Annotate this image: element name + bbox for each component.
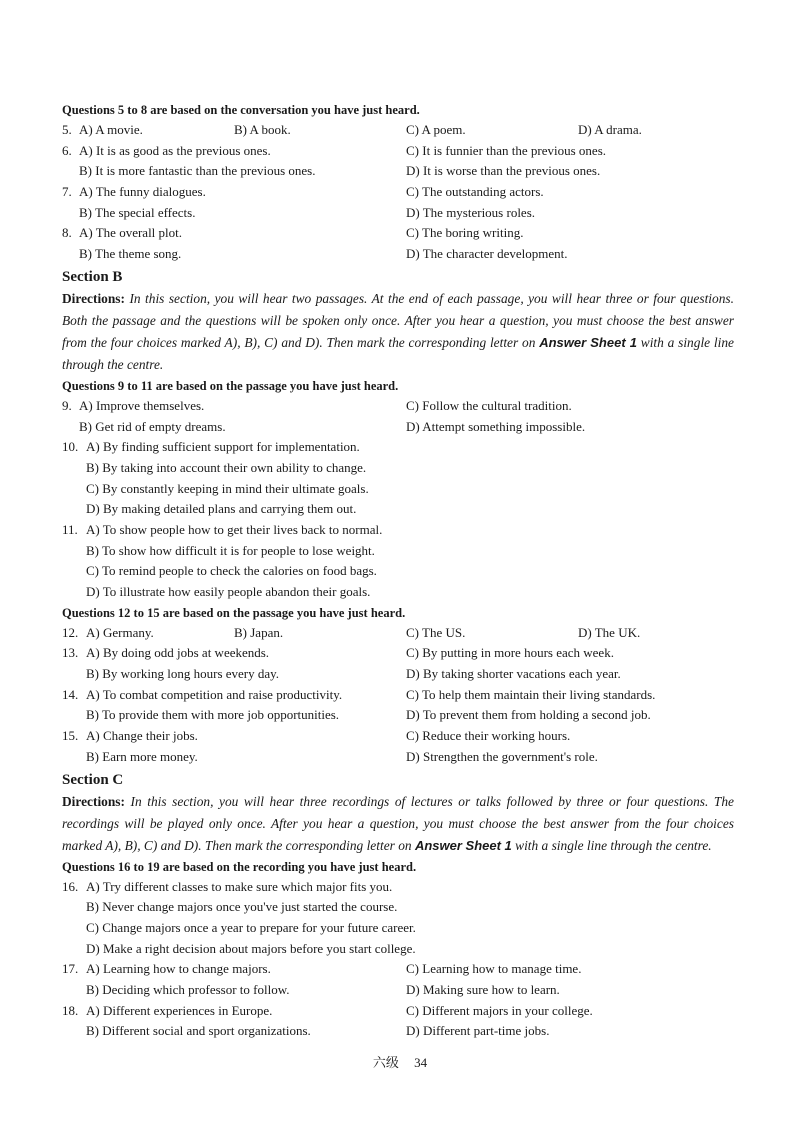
section-b-title: Section B — [62, 268, 123, 285]
question-12 — [62, 623, 734, 644]
question-group-header: Questions 9 to 11 are based on the passage you have just heard. — [62, 378, 399, 393]
option-a: A) To show people how to get their lives back to normal. — [86, 521, 383, 537]
question-10-option-d — [62, 499, 734, 520]
question-11-option-a — [62, 520, 734, 541]
question-number: 9. — [62, 397, 72, 413]
option-b: B) By taking into account their own ability to change. — [86, 459, 367, 475]
exam-page — [62, 100, 734, 1042]
section-b-directions — [62, 288, 734, 376]
option-c: C) The boring writing. — [406, 225, 524, 241]
question-11-option-d — [62, 582, 734, 603]
option-b: B) Get rid of empty dreams. — [79, 418, 226, 434]
option-d: D) Make a right decision about majors before you start college. — [86, 940, 416, 956]
page-number: 34 — [414, 1055, 428, 1070]
option-b: B) To provide them with more job opportunities. — [86, 707, 340, 723]
exam-level: 六级 — [372, 1055, 399, 1070]
question-number: 16. — [62, 878, 79, 894]
answer-sheet-label: Answer Sheet 1 — [539, 334, 637, 350]
question-11-option-b — [62, 541, 734, 562]
option-b: B) A book. — [234, 122, 291, 137]
option-d: D) By making detailed plans and carrying them out. — [86, 501, 357, 517]
option-b: B) Never change majors once you've just started the course. — [86, 899, 398, 915]
question-number: 15. — [62, 728, 79, 744]
option-c: C) It is funnier than the previous ones. — [406, 142, 607, 158]
question-number: 17. — [62, 961, 79, 977]
page-footer — [0, 1052, 800, 1071]
option-b: B) Japan. — [234, 624, 284, 640]
question-13-row-2 — [62, 664, 734, 685]
option-d: D) The UK. — [578, 624, 641, 640]
question-8-row-2 — [62, 244, 734, 265]
option-c: C) The outstanding actors. — [406, 184, 544, 200]
question-10-option-a — [62, 437, 734, 458]
option-d: D) A drama. — [578, 122, 642, 137]
question-8-row-1 — [62, 223, 734, 244]
directions-text: In this section, you will hear three recordings of lectures or talks followed by three or four questions. The recordings will be played only once. After you hear a question, you must choose the best answer from the four choices marked A), B), C) and D). Then mark the corresponding letter on — [62, 793, 734, 853]
directions-label: Directions: — [62, 793, 125, 809]
option-c: C) To remind people to check the calories on food bags. — [86, 563, 377, 579]
question-number: 6. — [62, 142, 72, 158]
option-d: D) Attempt something impossible. — [406, 418, 586, 434]
question-15-row-1 — [62, 726, 734, 747]
question-number: 11. — [62, 521, 78, 537]
question-group-header: Questions 5 to 8 are based on the conversation you have just heard. — [62, 103, 420, 117]
option-a: A) By doing odd jobs at weekends. — [86, 645, 270, 661]
option-d: D) The character development. — [406, 246, 568, 262]
question-9-row-2 — [62, 417, 734, 438]
directions-text: In this section, you will hear two passages. At the end of each passage, you will hear three or four questions. Both the passage and the questions will be spoken only once. After you hear a question, you must choose the best answer from the four choices marked A), B), C) and D). Then mark the corresponding letter on — [62, 290, 734, 350]
option-c: C) By constantly keeping in mind their ultimate goals. — [86, 480, 369, 496]
section-c-directions — [62, 791, 734, 857]
option-a: A) By finding sufficient support for implementation. — [86, 439, 360, 455]
option-c: C) Learning how to manage time. — [406, 961, 582, 977]
answer-sheet-label: Answer Sheet 1 — [414, 837, 512, 853]
option-c: C) To help them maintain their living standards. — [406, 686, 656, 702]
option-c: C) Different majors in your college. — [406, 1002, 593, 1018]
question-6-row-1 — [62, 141, 734, 162]
option-a: A) The funny dialogues. — [79, 184, 206, 200]
option-d: D) To illustrate how easily people abandon their goals. — [86, 584, 371, 599]
option-a: A) To combat competition and raise productivity. — [86, 686, 343, 702]
question-number: 18. — [62, 1002, 79, 1018]
question-number: 13. — [62, 645, 79, 661]
question-15-row-2 — [62, 747, 734, 768]
option-a: A) Different experiences in Europe. — [86, 1002, 273, 1018]
question-17-row-1 — [62, 959, 734, 980]
option-d: D) Different part-time jobs. — [406, 1023, 550, 1039]
option-a: A) Improve themselves. — [79, 397, 205, 413]
directions-text-end: with a single line through the centre. — [515, 837, 712, 853]
option-a: A) A movie. — [79, 122, 143, 137]
question-16-option-a — [62, 877, 734, 898]
question-16-option-d — [62, 939, 734, 960]
question-number: 12. — [62, 624, 79, 640]
question-18-row-2 — [62, 1021, 734, 1042]
option-b: B) The theme song. — [79, 246, 182, 262]
option-a: A) Germany. — [86, 624, 154, 640]
question-18-row-1 — [62, 1001, 734, 1022]
question-7-row-1 — [62, 182, 734, 203]
option-a: A) Learning how to change majors. — [86, 961, 271, 977]
question-17-row-2 — [62, 980, 734, 1001]
option-c: C) Reduce their working hours. — [406, 728, 571, 744]
option-d: D) It is worse than the previous ones. — [406, 163, 601, 179]
question-number: 10. — [62, 439, 79, 455]
section-c-title: Section C — [62, 771, 124, 788]
option-b: B) Different social and sport organizations. — [86, 1023, 311, 1039]
question-10-option-c — [62, 479, 734, 500]
question-9-row-1 — [62, 396, 734, 417]
question-number: 7. — [62, 184, 72, 200]
question-7-row-2 — [62, 203, 734, 224]
question-16-option-b — [62, 897, 734, 918]
option-d: D) The mysterious roles. — [406, 204, 536, 220]
option-c: C) Change majors once a year to prepare for your future career. — [86, 919, 416, 935]
question-13-row-1 — [62, 643, 734, 664]
option-d: D) By taking shorter vacations each year. — [406, 666, 621, 682]
option-a: A) Try different classes to make sure which major fits you. — [86, 878, 393, 894]
option-b: B) Earn more money. — [86, 748, 198, 764]
question-number: 5. — [62, 122, 72, 137]
option-b: B) By working long hours every day. — [86, 666, 280, 682]
question-6-row-2 — [62, 161, 734, 182]
option-c: C) A poem. — [406, 122, 466, 137]
option-b: B) Deciding which professor to follow. — [86, 981, 290, 997]
option-c: C) The US. — [406, 624, 466, 640]
question-group-header: Questions 16 to 19 are based on the recording you have just heard. — [62, 859, 417, 874]
option-a: A) The overall plot. — [79, 225, 183, 241]
option-a: A) Change their jobs. — [86, 728, 198, 744]
question-11-option-c — [62, 561, 734, 582]
question-14-row-2 — [62, 705, 734, 726]
question-number: 8. — [62, 225, 72, 241]
directions-label: Directions: — [62, 290, 125, 306]
option-a: A) It is as good as the previous ones. — [79, 142, 271, 158]
question-10-option-b — [62, 458, 734, 479]
question-number: 14. — [62, 686, 79, 702]
option-d: D) Making sure how to learn. — [406, 981, 560, 997]
directions-text-end: with a single line through the centre. — [62, 334, 734, 372]
option-c: C) By putting in more hours each week. — [406, 645, 614, 661]
option-b: B) It is more fantastic than the previous ones. — [79, 163, 316, 179]
option-d: D) Strengthen the government's role. — [406, 748, 598, 764]
option-b: B) The special effects. — [79, 204, 196, 220]
question-14-row-1 — [62, 685, 734, 706]
question-5 — [62, 120, 734, 141]
option-b: B) To show how difficult it is for people to lose weight. — [86, 542, 375, 558]
question-16-option-c — [62, 918, 734, 939]
option-d: D) To prevent them from holding a second job. — [406, 707, 651, 723]
question-group-header: Questions 12 to 15 are based on the passage you have just heard. — [62, 605, 406, 620]
option-c: C) Follow the cultural tradition. — [406, 397, 572, 413]
